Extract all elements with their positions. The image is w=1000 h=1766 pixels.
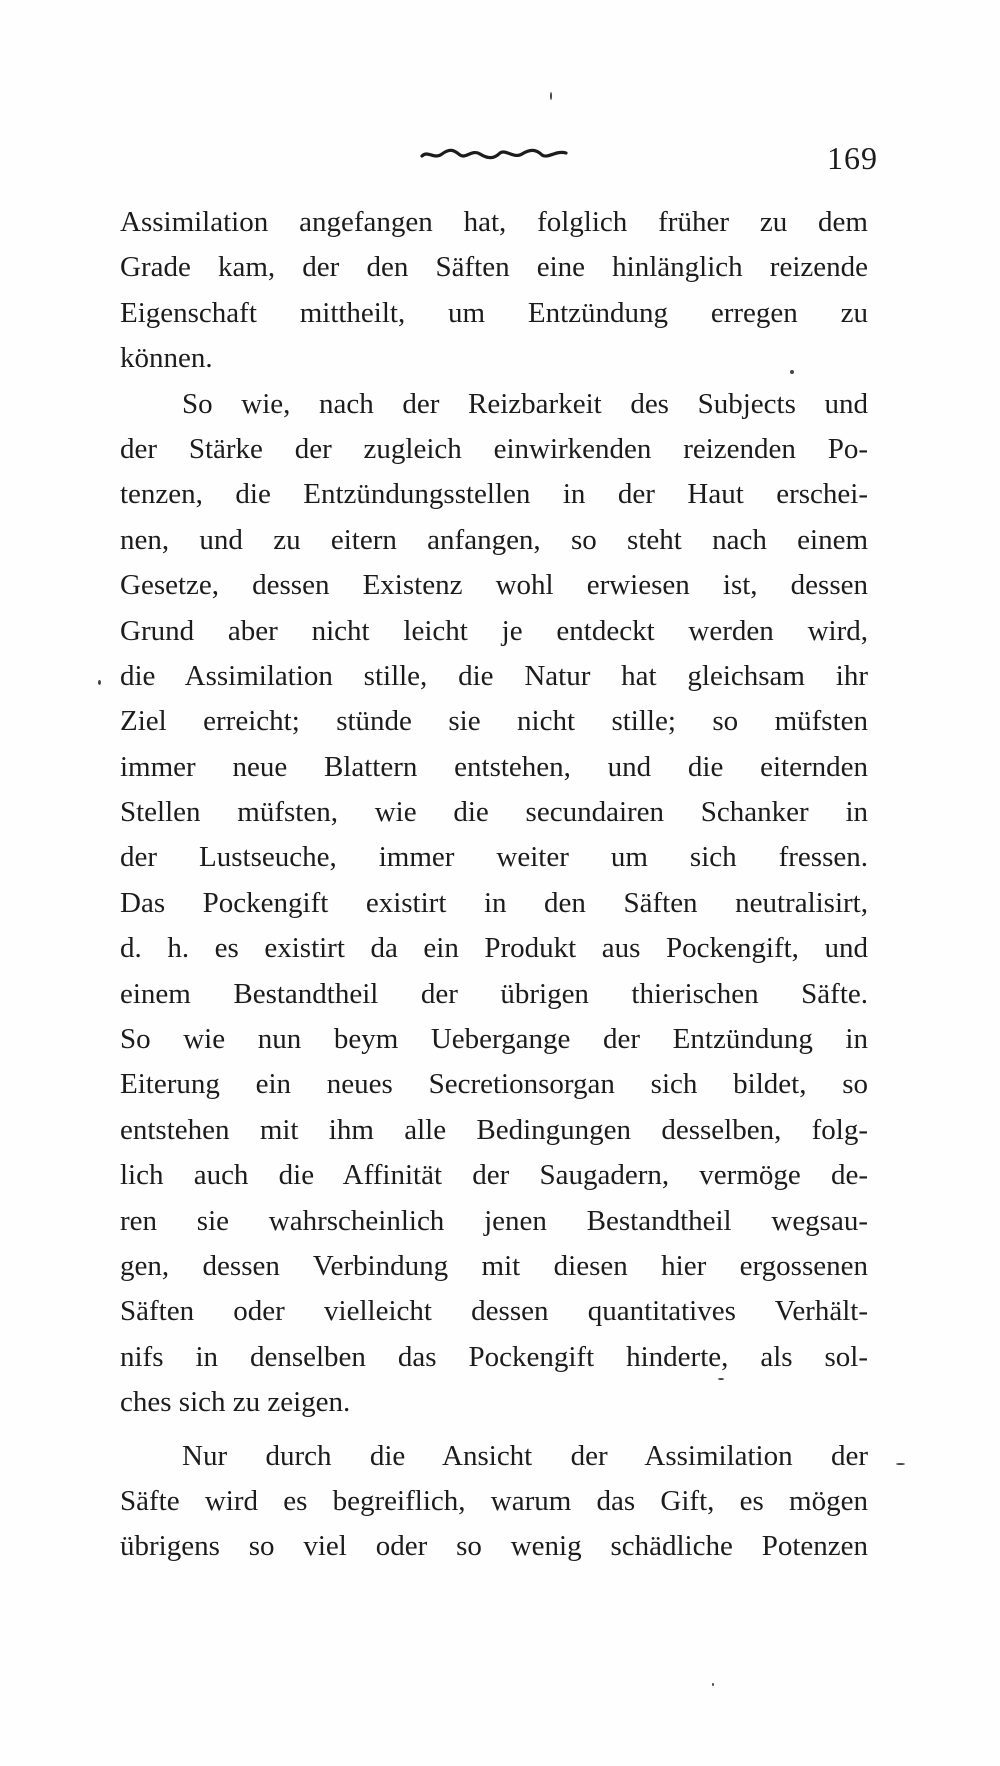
text-line: lich auch die Affinität der Saugadern, vermöge de- [120, 1159, 868, 1192]
text-line: immer neue Blattern entstehen, und die eiternden [120, 750, 868, 783]
print-speck [790, 370, 794, 374]
text-line: nifs in denselben das Pockengift hinderte, als sol- [120, 1340, 868, 1373]
text-line: Grund aber nicht leicht je entdeckt werden wird, [120, 614, 868, 647]
header-ornament [420, 144, 570, 164]
paragraph [120, 382, 868, 1426]
text-line: Nur durch die Ansicht der Assimilation der [182, 1439, 868, 1472]
text-line: übrigens so viel oder so wenig schädliche Potenzen [120, 1530, 868, 1563]
text-line: d. h. es existirt da ein Produkt aus Pockengift, und [120, 932, 868, 965]
print-speck [896, 1463, 905, 1465]
text-line: Assimilation angefangen hat, folglich früher zu dem [120, 206, 868, 238]
print-speck [712, 1683, 714, 1686]
text-line: entstehen mit ihm alle Bedingungen desselben, folg- [120, 1113, 868, 1146]
text-line: Säfte wird es begreiflich, warum das Gift, es mögen [120, 1484, 868, 1517]
text-line: So wie nun beym Uebergange der Entzündung in [120, 1023, 868, 1056]
text-line: können. [120, 342, 213, 375]
text-line: tenzen, die Entzündungsstellen in der Haut erschei- [120, 478, 868, 511]
print-speck [718, 1378, 724, 1380]
text-line: Eiterung ein neues Secretionsorgan sich bildet, so [120, 1068, 868, 1101]
text-line: nen, und zu eitern anfangen, so steht nach einem [120, 523, 868, 556]
text-line: So wie, nach der Reizbarkeit des Subjects und [182, 387, 868, 420]
page-number: 169 [827, 140, 878, 176]
text-line: Gesetze, dessen Existenz wohl erwiesen ist, dessen [120, 569, 868, 602]
text-line: ren sie wahrscheinlich jenen Bestandtheil wegsau- [120, 1204, 868, 1237]
text-line: Säften oder vielleicht dessen quantitatives Verhält- [120, 1295, 868, 1328]
text-line: Stellen müfsten, wie die secundairen Schanker in [120, 796, 868, 829]
paragraph [120, 1434, 868, 1570]
paragraph [120, 200, 868, 382]
text-line: einem Bestandtheil der übrigen thierischen Säfte. [120, 977, 868, 1010]
text-line: Das Pockengift existirt in den Säften neutralisirt, [120, 886, 868, 919]
body-text [120, 200, 868, 1570]
text-line: ches sich zu zeigen. [120, 1386, 351, 1419]
text-line: gen, dessen Verbindung mit diesen hier ergossenen [120, 1249, 868, 1282]
text-line: Grade kam, der den Säften eine hinlänglich reizende [120, 251, 868, 284]
text-line: Eigenschaft mittheilt, um Entzündung erregen zu [120, 296, 868, 329]
print-speck [98, 680, 101, 685]
text-line: der Lustseuche, immer weiter um sich fressen. [120, 841, 868, 874]
text-line: Ziel erreicht; stünde sie nicht stille; so müfsten [120, 705, 868, 738]
print-speck [550, 92, 552, 100]
paragraph-gap [120, 1426, 868, 1434]
text-line: die Assimilation stille, die Natur hat gleichsam ihr [120, 659, 868, 692]
text-line: der Stärke der zugleich einwirkenden reizenden Po- [120, 432, 868, 465]
